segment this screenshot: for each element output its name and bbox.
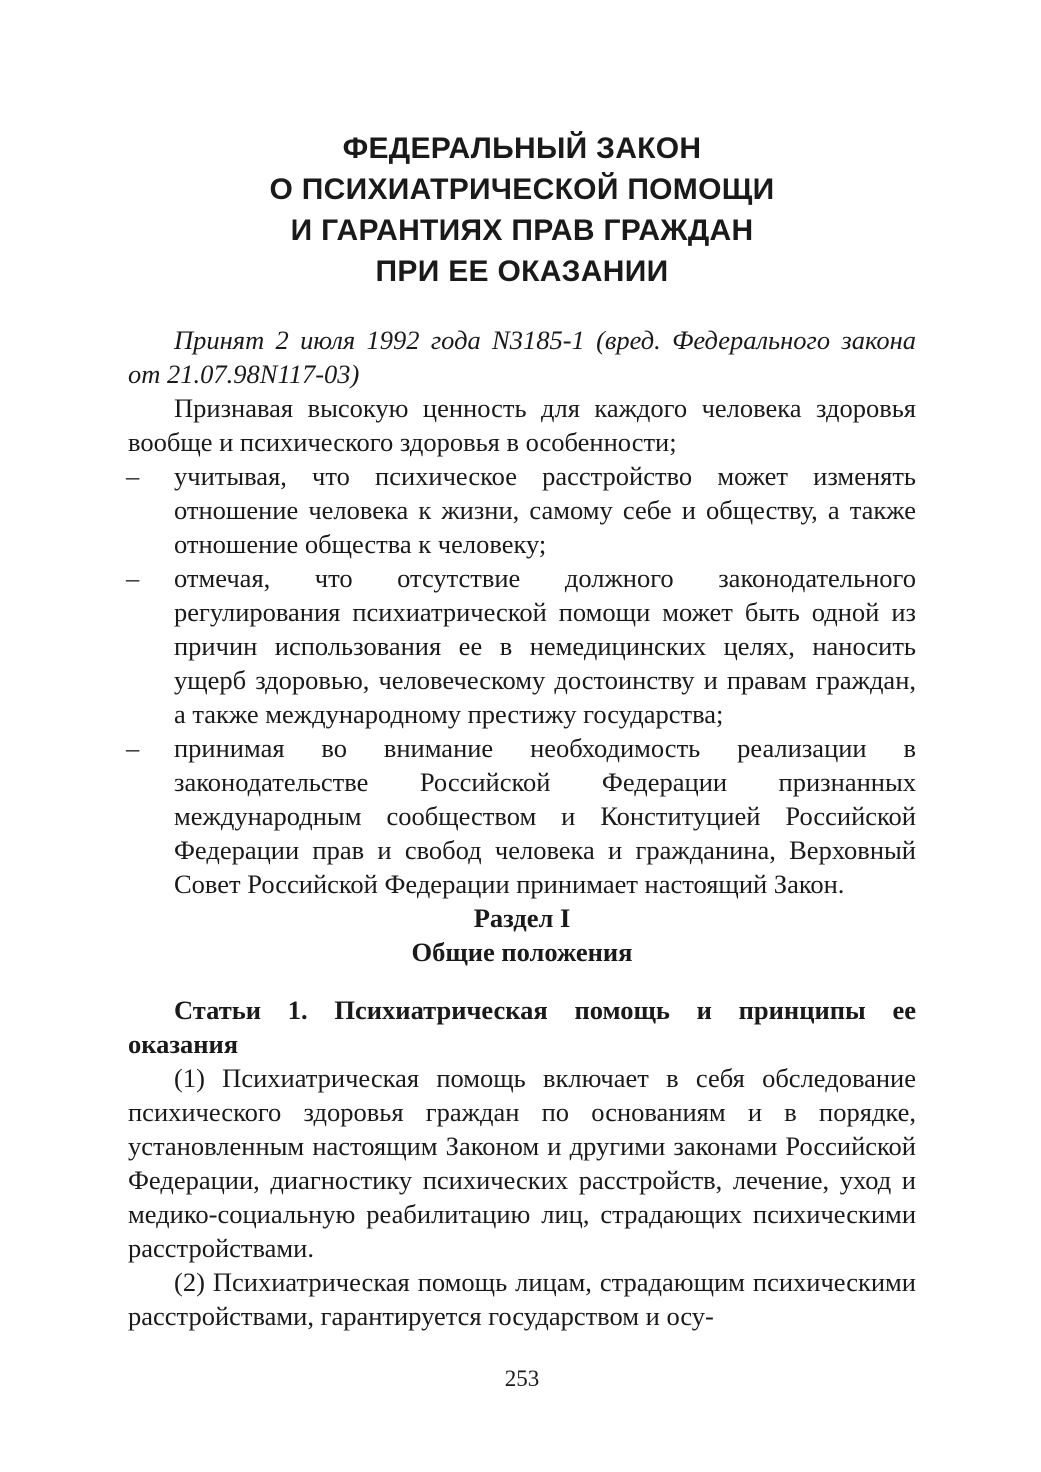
document-page	[128, 0, 916, 1472]
preamble-item-text: принимая во внимание необходимость реализации в законодательстве Российской Федерации признанных международным сообществом и Конституцией Российской Федерации прав и свобод человека и гражданина, Верховный Совет Российской Федерации принимает настоящий Закон.	[174, 733, 916, 899]
preamble-intro: Признавая высокую ценность для каждого человека здоровья вообще и психического здоровья в особенности;	[128, 393, 916, 457]
document-title	[128, 128, 916, 292]
title-line-3: И ГАРАНТИЯХ ПРАВ ГРАЖДАН	[290, 214, 754, 247]
article-paragraph: (1) Психиатрическая помощь включает в себя обследование психического здоровья граждан по основаниям и в порядке, установленным настоящим Законом и другими законами Российской Федерации, диагностику психических расстройств, лечение, уход и медико-социальную реабилитацию лиц, страдающих психическими расстройствами.	[128, 1063, 916, 1263]
adoption-note: Принят 2 июля 1992 года N3185-1 (вред. Федерального закона от 21.07.98N117-03)	[128, 325, 916, 389]
section-number: Раздел I	[473, 903, 571, 933]
dash-bullet: –	[126, 563, 140, 593]
page-number: 253	[504, 1366, 540, 1391]
title-line-1: ФЕДЕРАЛЬНЫЙ ЗАКОН	[342, 132, 702, 165]
dash-bullet: –	[126, 461, 140, 491]
document-body	[128, 323, 916, 1333]
spacer	[128, 969, 916, 993]
preamble-item	[128, 459, 916, 561]
title-line-4: ПРИ ЕЕ ОКАЗАНИИ	[375, 255, 669, 288]
article-heading: Статьи 1. Психиатрическая помощь и принципы ее оказания	[128, 995, 916, 1059]
article-paragraph: (2) Психиатрическая помощь лицам, страдающим психическими расстройствами, гарантируется государством и осу-	[128, 1267, 916, 1331]
preamble-item	[128, 731, 916, 901]
preamble-item	[128, 561, 916, 731]
section-name: Общие положения	[411, 937, 633, 967]
preamble-item-text: отмечая, что отсутствие должного законодательного регулирования психиатрической помощи может быть одной из причин использования ее в немедицинских целях, наносить ущерб здоровью, человеческому достоинству и правам граждан, а также международному престижу государства;	[174, 563, 916, 729]
preamble-item-text: учитывая, что психическое расстройство может изменять отношение человека к жизни, самому себе и обществу, а также отношение общества к человеку;	[174, 461, 916, 559]
dash-bullet: –	[126, 733, 140, 763]
title-line-2: О ПСИХИАТРИЧЕСКОЙ ПОМОЩИ	[269, 173, 775, 206]
